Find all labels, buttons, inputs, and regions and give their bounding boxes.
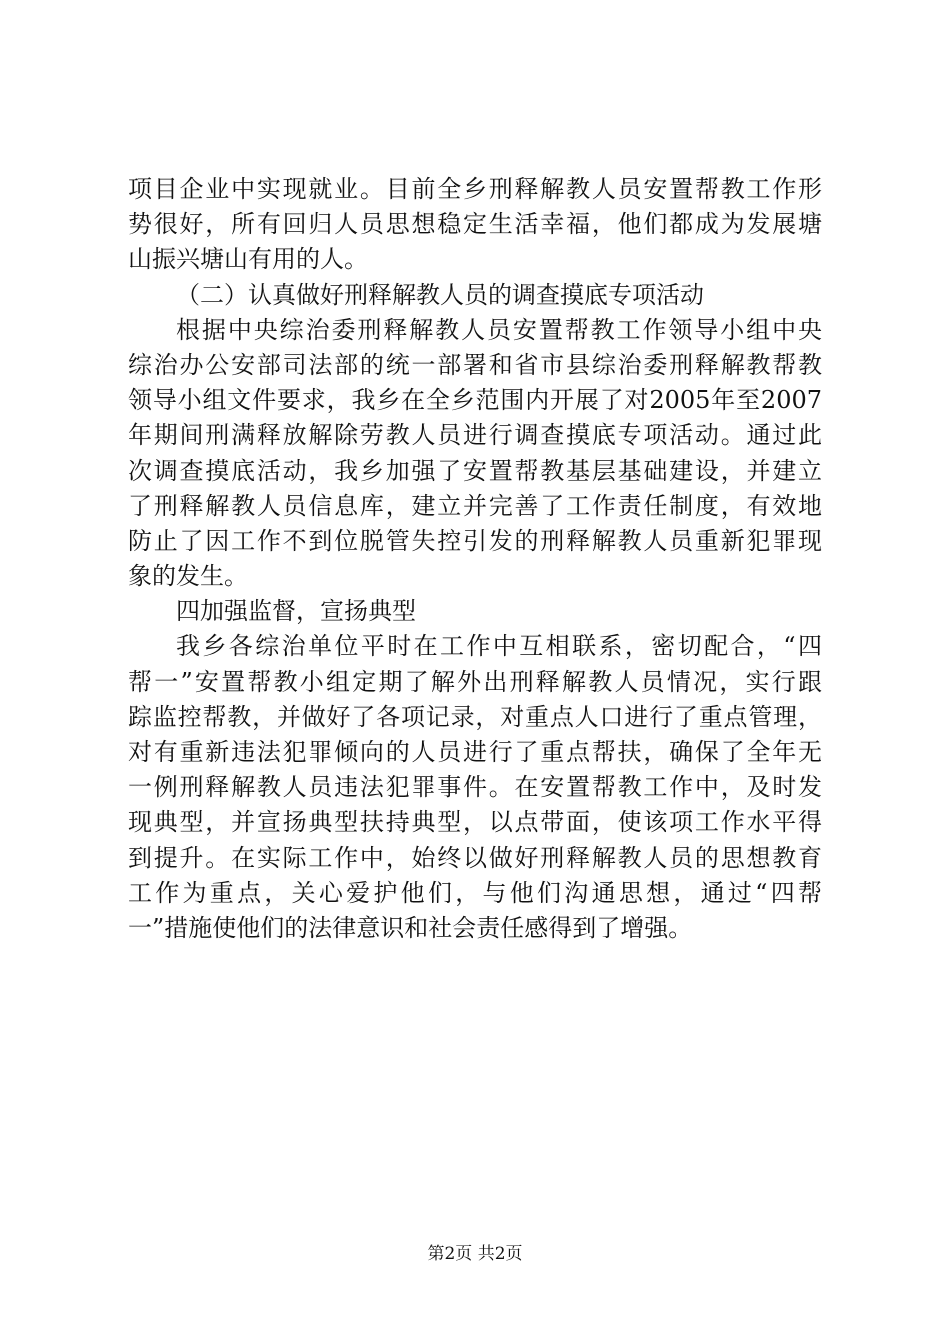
text-line: 根据中央综治委刑释解教人员安置帮教工作领导小组中央 (176, 315, 822, 344)
text-line: 项目企业中实现就业。目前全乡刑释解教人员安置帮教工作形 (128, 175, 822, 203)
text-line: 到提升。在实际工作中，始终以做好刑释解教人员的思想教育 (128, 843, 822, 872)
text-line: 帮一”安置帮教小组定期了解外出刑释解教人员情况，实行跟 (128, 667, 822, 696)
text-line: 势很好，所有回归人员思想稳定生活幸福，他们都成为发展塘 (128, 210, 822, 239)
text-line: 象的发生。 (128, 562, 248, 591)
text-line: 一例刑释解教人员违法犯罪事件。在安置帮教工作中，及时发 (128, 773, 822, 802)
text-line: 踪监控帮教，并做好了各项记录，对重点人口进行了重点管理， (128, 702, 822, 731)
text-line: 山振兴塘山有用的人。 (128, 245, 368, 274)
text-line: 对有重新违法犯罪倾向的人员进行了重点帮扶，确保了全年无 (128, 738, 822, 766)
text-line: 综治办公安部司法部的统一部署和省市县综治委刑释解教帮教 (128, 350, 822, 379)
document-body (128, 172, 822, 946)
text-line: 次调查摸底活动，我乡加强了安置帮教基层基础建设，并建立 (128, 456, 822, 485)
section-heading: 四加强监督，宣扬典型 (176, 597, 416, 626)
text-line: 领导小组文件要求，我乡在全乡范围内开展了对2005年至2007 (128, 386, 822, 415)
text-line: 我乡各综治单位平时在工作中互相联系，密切配合，“四 (176, 632, 822, 661)
page-footer: 第2页 共2页 (427, 1244, 523, 1264)
text-line: 了刑释解教人员信息库，建立并完善了工作责任制度，有效地 (128, 491, 822, 520)
text-line: 工作为重点，关心爱护他们，与他们沟通思想，通过“四帮 (128, 878, 822, 907)
text-line: 一”措施使他们的法律意识和社会责任感得到了增强。 (128, 913, 693, 942)
section-heading: （二）认真做好刑释解教人员的调查摸底专项活动 (176, 280, 704, 309)
text-line: 现典型，并宣扬典型扶持典型，以点带面，使该项工作水平得 (128, 808, 822, 837)
text-line: 年期间刑满释放解除劳教人员进行调查摸底专项活动。通过此 (128, 421, 822, 450)
text-line: 防止了因工作不到位脱管失控引发的刑释解教人员重新犯罪现 (128, 526, 822, 555)
